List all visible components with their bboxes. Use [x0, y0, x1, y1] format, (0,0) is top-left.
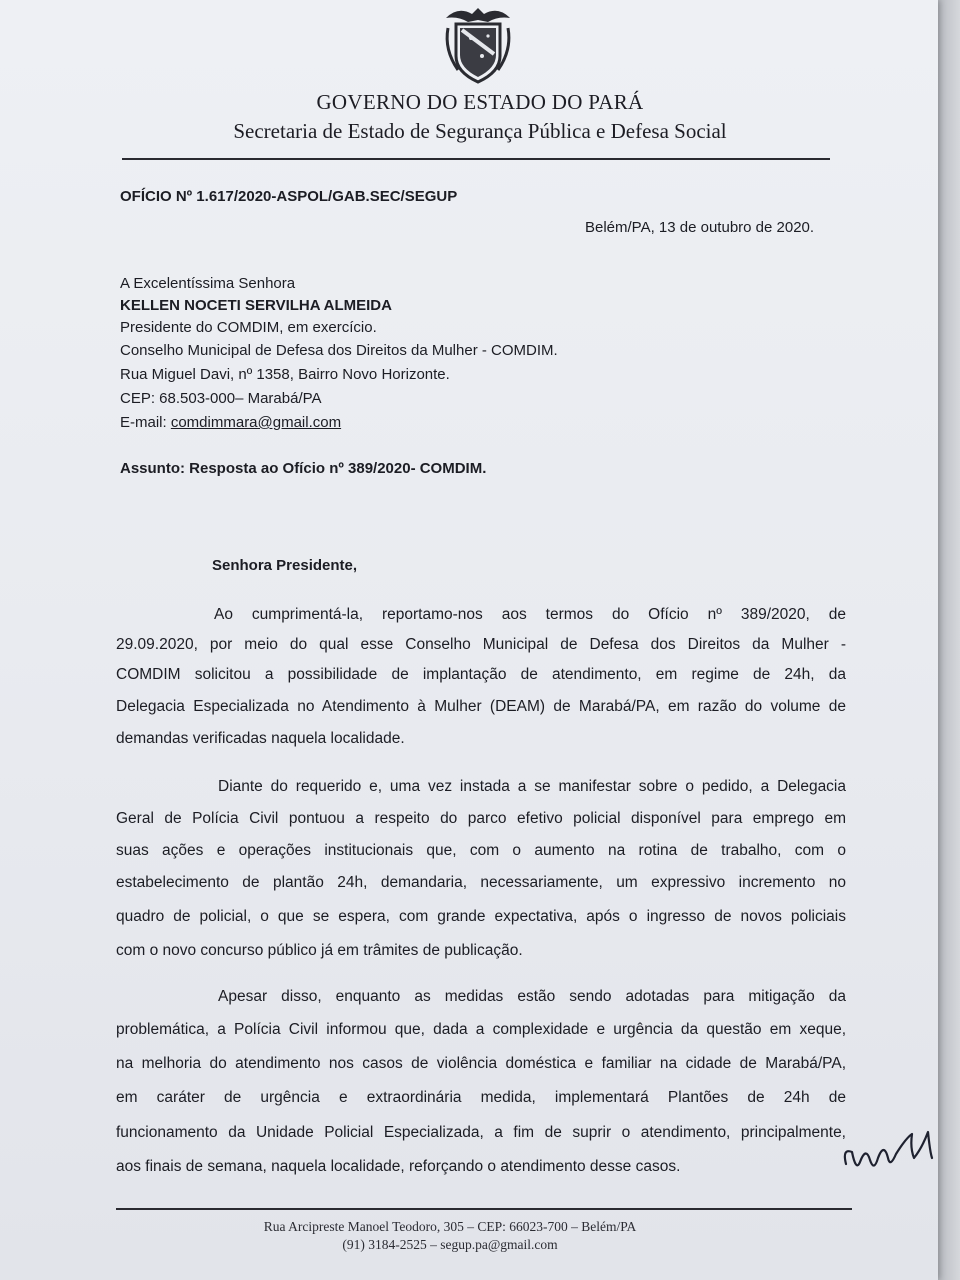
paragraph-line: na melhoria do atendimento nos casos de violência doméstica e familiar na cidade de Marabá/PA, — [116, 1055, 846, 1072]
recipient-cep: CEP: 68.503-000– Marabá/PA — [120, 390, 322, 407]
recipient-role: Presidente do COMDIM, em exercício. — [120, 319, 377, 336]
paragraph-line: COMDIM solicitou a possibilidade de implantação de atendimento, em regime de 24h, da — [116, 666, 846, 683]
greeting: Senhora Presidente, — [212, 557, 358, 574]
email-label: E-mail: — [120, 414, 171, 431]
letter-subject: Assunto: Resposta ao Ofício nº 389/2020- COMDIM. — [120, 460, 487, 477]
handwritten-initials-icon — [840, 1118, 940, 1188]
government-title: GOVERNO DO ESTADO DO PARÁ — [316, 90, 644, 114]
paragraph-line: suas ações e operações institucionais que, com o aumento na rotina de trabalho, com o — [116, 842, 846, 859]
paragraph-line: funcionamento da Unidade Policial Especializada, a fim de suprir o atendimento, principalmente, — [116, 1124, 846, 1141]
paragraph-line: Ao cumprimentá-la, reportamo-nos aos termos do Ofício nº 389/2020, de — [214, 606, 846, 623]
footer-divider — [116, 1208, 852, 1210]
paragraph-line: demandas verificadas naquela localidade. — [116, 730, 405, 747]
paragraph-line: Geral de Polícia Civil pontuou a respeito do parco efetivo policial disponível para emprego em — [116, 810, 846, 827]
paragraph-line: em caráter de urgência e extraordinária medida, implementará Plantões de 24h de — [116, 1089, 846, 1106]
recipient-email-row — [120, 414, 341, 431]
footer-address: Rua Arcipreste Manoel Teodoro, 305 – CEP: 66023-700 – Belém/PA — [263, 1219, 637, 1234]
paragraph-line: Apesar disso, enquanto as medidas estão sendo adotadas para mitigação da — [218, 988, 846, 1005]
paragraph-line: estabelecimento de plantão 24h, demandaria, necessariamente, um expressivo incremento no — [116, 874, 846, 891]
paragraph-line: Delegacia Especializada no Atendimento à Mulher (DEAM) de Marabá/PA, em razão do volume de — [116, 698, 846, 715]
paragraph-line: aos finais de semana, naquela localidade, reforçando o atendimento desse casos. — [116, 1158, 681, 1175]
background-edge — [938, 0, 960, 1280]
recipient-address: Rua Miguel Davi, nº 1358, Bairro Novo Horizonte. — [120, 366, 450, 383]
letter-reference: OFÍCIO Nº 1.617/2020-ASPOL/GAB.SEC/SEGUP — [120, 188, 458, 205]
recipient-organization: Conselho Municipal de Defesa dos Direitos da Mulher - COMDIM. — [120, 342, 558, 359]
paragraph-line: quadro de policial, o que se espera, com grande expectativa, após o ingresso de novos policiais — [116, 908, 846, 925]
paragraph-line: com o novo concurso público já em trâmites de publicação. — [116, 942, 523, 959]
paragraph-line: Diante do requerido e, uma vez instada a se manifestar sobre o pedido, a Delegacia — [218, 778, 846, 795]
place-date: Belém/PA, 13 de outubro de 2020. — [585, 219, 815, 236]
header-divider — [122, 158, 830, 160]
recipient-salutation: A Excelentíssima Senhora — [120, 275, 296, 292]
footer-contact: (91) 3184-2525 – segup.pa@gmail.com — [342, 1237, 558, 1252]
recipient-name: KELLEN NOCETI SERVILHA ALMEIDA — [120, 297, 392, 314]
paragraph-line: 29.09.2020, por meio do qual esse Conselho Municipal de Defesa dos Direitos da Mulher - — [116, 636, 846, 653]
paragraph-line: problemática, a Polícia Civil informou que, dada a complexidade e urgência da questão em xeque, — [116, 1021, 846, 1038]
state-coat-of-arms-icon — [438, 0, 518, 86]
secretariat-title: Secretaria de Estado de Segurança Pública e Defesa Social — [233, 119, 727, 143]
email-link[interactable]: comdimmara@gmail.com — [170, 414, 342, 431]
